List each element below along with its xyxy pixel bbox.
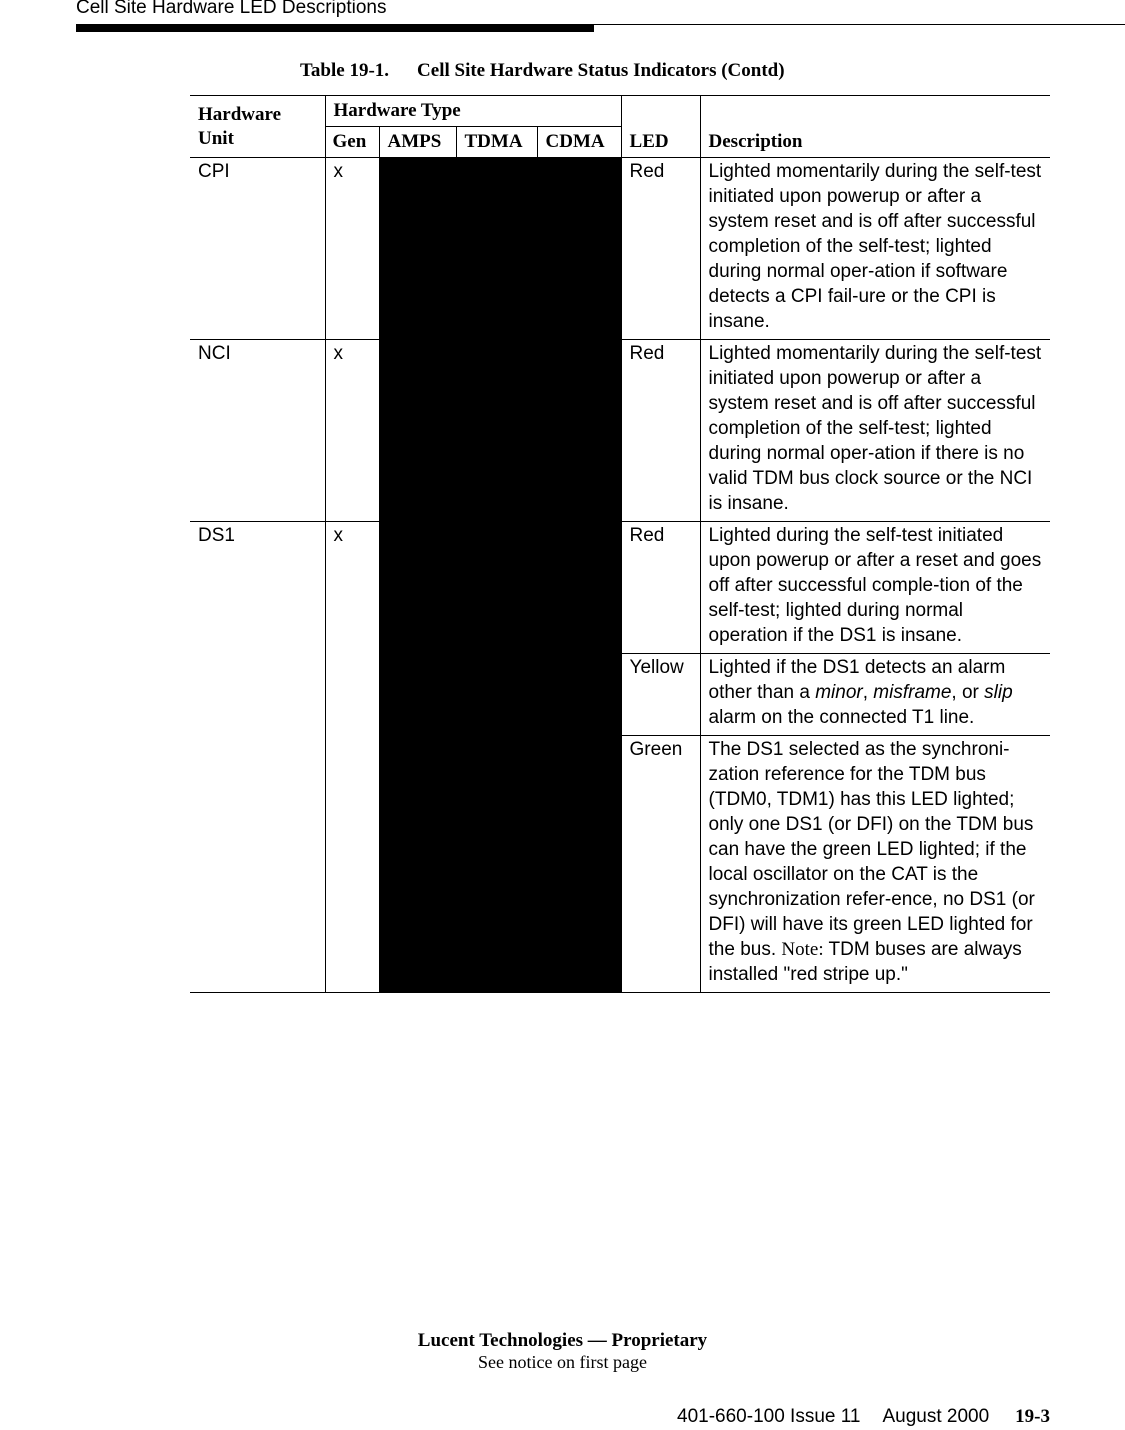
cell-gen: x — [325, 158, 379, 340]
footer-doc-info — [677, 1406, 1050, 1428]
desc-sep: , — [862, 682, 874, 703]
note-text: TDM buses are always installed "red stripe up." — [708, 939, 1022, 985]
page-number: 19-3 — [1015, 1406, 1050, 1427]
doc-number: 401-660-100 Issue 11 — [677, 1406, 861, 1427]
running-header: Cell Site Hardware LED Descriptions — [76, 0, 387, 18]
col-description: Description — [700, 96, 1050, 158]
cell-description — [700, 654, 1050, 736]
desc-text: alarm on the connected T1 line. — [708, 707, 975, 728]
shaded-type-cells — [379, 340, 621, 522]
col-cdma: CDMA — [537, 127, 621, 158]
col-gen: Gen — [325, 127, 379, 158]
cell-unit: DS1 — [190, 522, 325, 993]
header-row-top — [190, 96, 1050, 127]
table-caption — [300, 60, 860, 82]
desc-text: The DS1 selected as the synchroni-zation reference for the TDM bus (TDM0, TDM1) has this LED lighted; only one DS1 (or DFI) on the TDM bus can have the green LED lighted; if the local oscillator on the CAT is the synchronization refer-ence, no DS1 (or DFI) will have its green LED lighted for the bus. — [708, 739, 1035, 960]
table-number: Table 19-1. — [300, 60, 390, 81]
footer-brand: Lucent Technologies — Proprietary — [417, 1330, 708, 1351]
footer-notice: See notice on first page — [478, 1352, 647, 1372]
table-row-nci — [190, 340, 1050, 522]
cell-led: Red — [621, 522, 700, 654]
desc-sep: , or — [951, 682, 985, 703]
desc-term-minor: minor — [815, 682, 863, 703]
cell-led: Green — [621, 736, 700, 993]
cell-unit: NCI — [190, 340, 325, 522]
status-indicator-table — [190, 95, 1050, 993]
header-rule-thick — [76, 24, 594, 32]
table-row-ds1-red — [190, 522, 1050, 654]
desc-text: Lighted if the DS1 detects an alarm other than a — [708, 657, 1006, 703]
cell-led: Yellow — [621, 654, 700, 736]
table-title: Cell Site Hardware Status Indicators (Contd) — [417, 60, 785, 81]
desc-term-misframe: misframe — [873, 682, 952, 703]
table-row-cpi — [190, 158, 1050, 340]
note-label: Note: — [781, 939, 824, 960]
cell-unit: CPI — [190, 158, 325, 340]
col-led: LED — [621, 96, 700, 158]
cell-description: Lighted during the self-test initiated upon powerup or after a reset and goes off after successful comple-tion of the self-test; lighted during normal operation if the DS1 is insane. — [700, 522, 1050, 654]
cell-description — [700, 736, 1050, 993]
col-hardware-unit: Hardware Unit — [190, 96, 325, 158]
col-hardware-type: Hardware Type — [325, 96, 621, 127]
desc-term-slip: slip — [984, 682, 1013, 703]
doc-date: August 2000 — [882, 1406, 990, 1427]
cell-led: Red — [621, 340, 700, 522]
cell-led: Red — [621, 158, 700, 340]
cell-gen: x — [325, 340, 379, 522]
col-tdma: TDMA — [456, 127, 537, 158]
shaded-type-cells — [379, 158, 621, 340]
shaded-type-cells — [379, 522, 621, 993]
cell-description: Lighted momentarily during the self-test initiated upon powerup or after a system reset and is off after successful completion of the self-test; lighted during normal oper-ation if software detects a CPI fail-ure or the CPI is insane. — [700, 158, 1050, 340]
cell-description: Lighted momentarily during the self-test initiated upon powerup or after a system reset and is off after successful completion of the self-test; lighted during normal oper-ation if there is no valid TDM bus clock source or the NCI is insane. — [700, 340, 1050, 522]
cell-gen: x — [325, 522, 379, 993]
col-amps: AMPS — [379, 127, 456, 158]
